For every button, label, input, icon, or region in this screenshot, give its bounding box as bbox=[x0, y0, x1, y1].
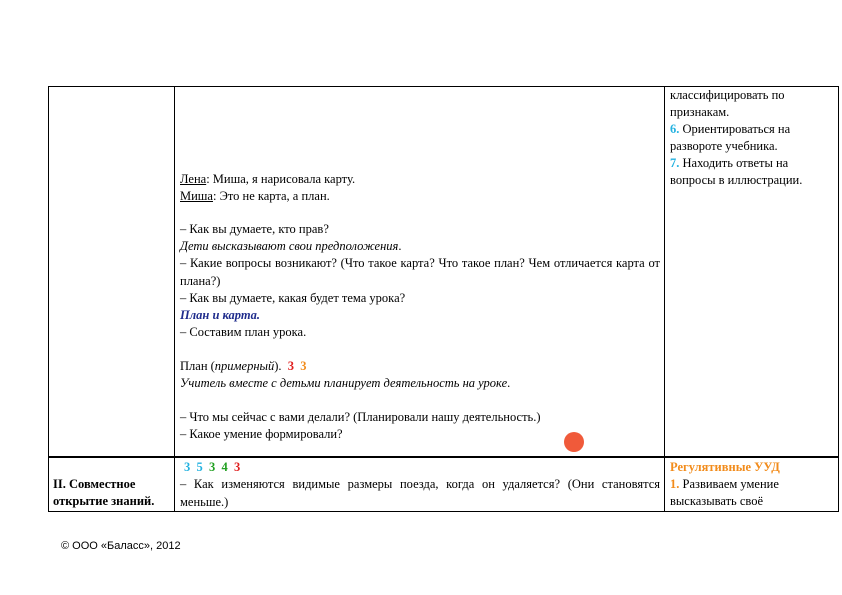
dialogue-line-lena: Лена: Миша, я нарисовала карту. bbox=[180, 172, 356, 186]
plan-approximate: План (примерный). 3 3 bbox=[180, 359, 307, 373]
children-assumptions: Дети высказывают свои предположения. bbox=[180, 239, 402, 253]
step-number: 3 bbox=[300, 359, 307, 373]
row-divider bbox=[48, 456, 839, 458]
stage-title: II. Совместное bbox=[53, 477, 136, 491]
skill-line: признакам. bbox=[670, 105, 730, 119]
skill-line: вопросы в иллюстрации. bbox=[670, 173, 803, 187]
skill-line: классифицировать по bbox=[670, 88, 785, 102]
question-who-is-right: – Как вы думаете, кто прав? bbox=[180, 222, 329, 236]
question-train-size: – Как изменяются видимые размеры поезда, когда он удаляется? (Они становятся меньше.) bbox=[180, 477, 660, 509]
question-what-did-we-do: – Что мы сейчас с вами делали? (Планировали нашу деятельность.) bbox=[180, 410, 541, 424]
regulatory-uud-title: Регулятивные УУД bbox=[670, 460, 780, 474]
make-lesson-plan: – Составим план урока. bbox=[180, 325, 307, 339]
question-what-arises: – Какие вопросы возникают? (Что такое карта? Что такое план? Чем отличается карта от плана?) bbox=[180, 256, 660, 288]
table-border-bottom bbox=[48, 511, 839, 512]
table-divider-2 bbox=[664, 86, 665, 512]
speaker-lena: Лена bbox=[180, 172, 207, 186]
table-divider-1 bbox=[174, 86, 175, 512]
skill-item-7: 7. Находить ответы на bbox=[670, 156, 789, 170]
navigation-orb[interactable] bbox=[564, 432, 584, 452]
table-border-left bbox=[48, 86, 49, 512]
speaker-misha: Миша bbox=[180, 189, 213, 203]
lesson-topic: План и карта. bbox=[180, 308, 260, 322]
copyright-footer: © ООО «Баласс», 2012 bbox=[61, 540, 181, 552]
step-number: 3 bbox=[287, 359, 295, 373]
skill-item-1: 1. Развиваем умение bbox=[670, 477, 779, 491]
step-numbers: 3 5 3 4 3 bbox=[184, 460, 241, 474]
skill-line: высказывать своё bbox=[670, 494, 764, 508]
dialogue-line-misha: Миша: Это не карта, а план. bbox=[180, 189, 330, 203]
question-lesson-topic: – Как вы думаете, какая будет тема урока? bbox=[180, 291, 406, 305]
skill-line: развороте учебника. bbox=[670, 139, 778, 153]
table-border-right bbox=[838, 86, 839, 512]
skill-item-6: 6. Ориентироваться на bbox=[670, 122, 791, 136]
stage-title: открытие знаний. bbox=[53, 494, 155, 508]
teacher-plans-activity: Учитель вместе с детьми планирует деятельность на уроке. bbox=[180, 376, 511, 390]
question-what-skill: – Какое умение формировали? bbox=[180, 427, 343, 441]
